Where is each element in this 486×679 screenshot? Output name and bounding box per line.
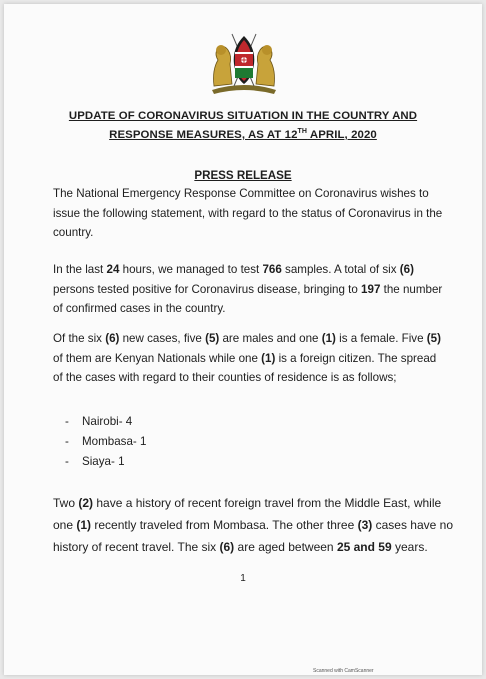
county-list: [65, 412, 146, 472]
paragraph-new-cases: [53, 329, 445, 388]
text: samples. A total of six: [281, 263, 400, 276]
scanner-watermark: Scanned with CamScanner: [313, 668, 374, 674]
bold-value: (1): [76, 518, 92, 532]
kenya-coat-of-arms-icon: [204, 26, 284, 96]
bullet-dash: -: [65, 415, 69, 428]
text: are males and one: [219, 332, 322, 345]
bold-value: (1): [261, 351, 276, 365]
text: cases have no history of recent travel. The six: [53, 518, 453, 554]
title-text: RESPONSE MEASURES, AS AT 12: [109, 128, 298, 141]
text: new cases, five: [119, 332, 206, 345]
county-item-nairobi: [65, 412, 146, 432]
text: recently traveled from Mombasa. The other three: [91, 518, 358, 532]
text: hours, we managed to test: [119, 263, 263, 276]
bullet-dash: -: [65, 455, 69, 468]
text: Of the six: [53, 332, 106, 345]
bold-value: 766: [262, 263, 282, 276]
text: Two: [53, 496, 79, 510]
bold-value: (1): [321, 332, 336, 345]
county-label: Siaya- 1: [82, 455, 125, 468]
county-item-mombasa: [65, 432, 146, 452]
text: persons tested positive for Coronavirus disease, bringing to: [53, 282, 362, 296]
text: is a foreign citizen. The spread of the cases with regard to their counties of residence is as follows;: [53, 351, 437, 384]
text: of them are Kenyan Nationals while one: [53, 351, 262, 365]
text: the number of confirmed cases in the country.: [53, 282, 443, 315]
bold-value: (6): [105, 332, 120, 345]
text: have a history of recent foreign travel from the Middle East, while one: [53, 496, 442, 532]
bold-value: 24: [106, 263, 120, 276]
title-text-end: APRIL, 2020: [307, 128, 377, 141]
paragraph-intro: The National Emergency Response Committee on Coronavirus wishes to issue the following statement, with regard to the status of Coronavirus in the country.: [53, 187, 443, 239]
bold-value: (5): [426, 332, 441, 345]
paragraph-testing: [53, 260, 445, 319]
bold-value: (6): [219, 540, 235, 554]
bold-value: 197: [361, 282, 381, 296]
text: years.: [391, 540, 428, 554]
bullet-dash: -: [65, 435, 69, 448]
paragraph-travel-history: [53, 492, 453, 558]
document-page: [4, 4, 482, 675]
text: In the last: [53, 263, 107, 276]
title-superscript: TH: [297, 128, 308, 135]
bold-value: (2): [78, 496, 94, 510]
bold-value: 25 and 59: [336, 540, 392, 554]
press-release-heading: PRESS RELEASE: [194, 169, 292, 182]
document-title-line-1: UPDATE OF CORONAVIRUS SITUATION IN THE COUNTRY AND: [68, 110, 418, 122]
bold-value: (5): [205, 332, 220, 345]
county-label: Nairobi- 4: [82, 415, 133, 428]
county-item-siaya: [65, 452, 146, 472]
county-label: Mombasa- 1: [82, 435, 147, 448]
bold-value: (6): [399, 263, 414, 276]
document-title-line-2: [4, 128, 482, 141]
page-number: 1: [240, 573, 246, 584]
text: is a female. Five: [335, 332, 427, 345]
bold-value: (3): [357, 518, 373, 532]
text: are aged between: [234, 540, 337, 554]
